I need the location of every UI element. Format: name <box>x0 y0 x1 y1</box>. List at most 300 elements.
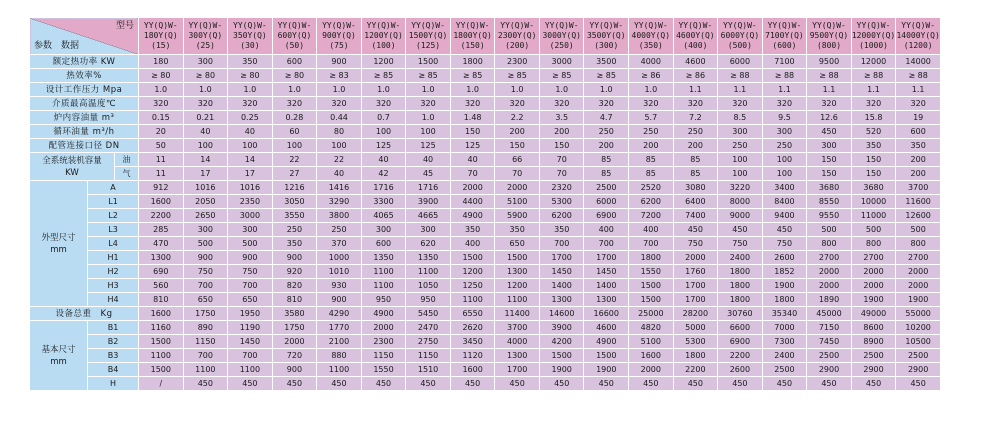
value-cell: 5450 <box>406 307 451 321</box>
value-cell: 10500 <box>896 335 941 349</box>
value-cell: ≥ 80 <box>228 69 273 83</box>
model-header-line: (800) <box>816 41 842 50</box>
value-cell: 11000 <box>851 209 896 223</box>
value-cell: 500 <box>807 223 852 237</box>
value-cell: 2620 <box>450 321 495 335</box>
group-label-line: 全系统装机容量 <box>42 155 102 166</box>
value-cell: ≥ 88 <box>762 69 807 83</box>
value-cell: 1900 <box>584 363 629 377</box>
model-header-line: YY(Q)W- <box>544 21 579 30</box>
value-cell: 1.0 <box>406 83 451 97</box>
value-cell: 1900 <box>896 293 941 307</box>
value-cell: 2500 <box>896 349 941 363</box>
model-header-line: (1200) <box>903 41 933 50</box>
table-row <box>30 181 941 195</box>
value-cell: 11 <box>139 167 184 181</box>
value-cell: 450 <box>228 377 273 391</box>
table-row <box>30 377 941 391</box>
value-cell: 2100 <box>317 335 362 349</box>
sub-label: 油 <box>115 153 139 167</box>
model-header <box>762 18 807 55</box>
value-cell: 1.1 <box>762 83 807 97</box>
value-cell: 900 <box>317 293 362 307</box>
value-cell: 42 <box>361 167 406 181</box>
value-cell: 2000 <box>495 181 540 195</box>
value-cell: 1500 <box>406 55 451 69</box>
table-row <box>30 153 941 167</box>
value-cell: 2200 <box>139 209 184 223</box>
value-cell: ≥ 85 <box>584 69 629 83</box>
value-cell: 1.1 <box>896 83 941 97</box>
value-cell: 700 <box>584 237 629 251</box>
value-cell: 5300 <box>673 335 718 349</box>
value-cell: 1700 <box>495 363 540 377</box>
value-cell: 20 <box>139 125 184 139</box>
value-cell: 1300 <box>584 293 629 307</box>
value-cell: 620 <box>406 237 451 251</box>
value-cell: 2300 <box>495 55 540 69</box>
value-cell: 2000 <box>896 265 941 279</box>
value-cell: 7100 <box>762 55 807 69</box>
value-cell: 5100 <box>495 195 540 209</box>
model-header-line: 4000Y(Q) <box>631 31 671 40</box>
value-cell: ≥ 83 <box>317 69 362 83</box>
value-cell: 7.2 <box>673 111 718 125</box>
model-header <box>584 18 629 55</box>
value-cell: 3680 <box>851 181 896 195</box>
value-cell: 1300 <box>539 293 584 307</box>
value-cell: 400 <box>629 223 674 237</box>
value-cell: 350 <box>851 139 896 153</box>
sub-label: B3 <box>88 349 139 363</box>
value-cell: 2600 <box>762 251 807 265</box>
value-cell: 1100 <box>228 363 273 377</box>
value-cell: ≥ 85 <box>495 69 540 83</box>
value-cell: 1.1 <box>807 83 852 97</box>
boiler-spec-table <box>29 17 941 391</box>
value-cell: 200 <box>629 139 674 153</box>
value-cell: 920 <box>272 265 317 279</box>
value-cell: 85 <box>673 153 718 167</box>
value-cell: 7450 <box>807 335 852 349</box>
value-cell: 3900 <box>406 195 451 209</box>
row-label: 介质最高温度℃ <box>30 97 139 111</box>
model-header-line: YY(Q)W- <box>277 21 312 30</box>
value-cell: 2500 <box>807 349 852 363</box>
value-cell: 1800 <box>718 293 763 307</box>
value-cell: 1.0 <box>228 83 273 97</box>
model-header-line: 1500Y(Q) <box>408 31 448 40</box>
value-cell: 1200 <box>450 265 495 279</box>
table-row <box>30 349 941 363</box>
value-cell: 880 <box>317 349 362 363</box>
model-header <box>896 18 941 55</box>
value-cell: 2000 <box>851 279 896 293</box>
table-row <box>30 209 941 223</box>
value-cell: 1.0 <box>317 83 362 97</box>
value-cell: 700 <box>629 237 674 251</box>
value-cell: 320 <box>139 97 184 111</box>
value-cell: 2000 <box>450 181 495 195</box>
value-cell: 27 <box>272 167 317 181</box>
model-header-line: YY(Q)W- <box>633 21 668 30</box>
model-header <box>317 18 362 55</box>
value-cell: 14 <box>228 153 273 167</box>
value-cell: 1016 <box>183 181 228 195</box>
value-cell: 200 <box>673 139 718 153</box>
value-cell: 300 <box>406 223 451 237</box>
value-cell: 320 <box>450 97 495 111</box>
value-cell: 320 <box>406 97 451 111</box>
value-cell: 3300 <box>361 195 406 209</box>
value-cell: 4000 <box>495 335 540 349</box>
value-cell: 450 <box>762 223 807 237</box>
value-cell: 450 <box>495 377 540 391</box>
value-cell: 720 <box>272 349 317 363</box>
value-cell: 85 <box>629 153 674 167</box>
value-cell: 3050 <box>272 195 317 209</box>
value-cell: 320 <box>718 97 763 111</box>
value-cell: 400 <box>450 237 495 251</box>
value-cell: 70 <box>495 167 540 181</box>
value-cell: 250 <box>762 139 807 153</box>
value-cell: 810 <box>272 293 317 307</box>
sub-label: H4 <box>88 293 139 307</box>
value-cell: 9400 <box>762 209 807 223</box>
value-cell: 300 <box>361 223 406 237</box>
value-cell: 6400 <box>673 195 718 209</box>
value-cell: 320 <box>183 97 228 111</box>
value-cell: 1700 <box>673 293 718 307</box>
value-cell: 16600 <box>584 307 629 321</box>
value-cell: 200 <box>896 167 941 181</box>
value-cell: 1.1 <box>851 83 896 97</box>
model-header-line: 180Y(Q) <box>143 31 178 40</box>
value-cell: 1250 <box>450 279 495 293</box>
value-cell: 5300 <box>539 195 584 209</box>
capacity-group-label <box>30 153 115 181</box>
value-cell: 14600 <box>539 307 584 321</box>
value-cell: 650 <box>228 293 273 307</box>
value-cell: 1300 <box>495 349 540 363</box>
value-cell: 5.7 <box>629 111 674 125</box>
value-cell: 3800 <box>317 209 362 223</box>
value-cell: 1200 <box>495 279 540 293</box>
value-cell: 1900 <box>851 293 896 307</box>
model-header-line: 3500Y(Q) <box>586 31 626 40</box>
value-cell: 200 <box>495 125 540 139</box>
value-cell: 8000 <box>718 195 763 209</box>
value-cell: 8600 <box>851 321 896 335</box>
value-cell: 40 <box>450 153 495 167</box>
value-cell: 3680 <box>807 181 852 195</box>
value-cell: 500 <box>183 237 228 251</box>
value-cell: 70 <box>539 167 584 181</box>
value-cell: 320 <box>673 97 718 111</box>
model-header-label: 型号 <box>116 21 135 31</box>
value-cell: 2200 <box>718 349 763 363</box>
value-cell: 10000 <box>851 195 896 209</box>
value-cell: 1600 <box>139 195 184 209</box>
value-cell: 450 <box>718 223 763 237</box>
value-cell: 400 <box>584 223 629 237</box>
value-cell: 1600 <box>629 349 674 363</box>
value-cell: 1190 <box>228 321 273 335</box>
value-cell: 2500 <box>851 349 896 363</box>
model-header-line: YY(Q)W- <box>812 21 846 30</box>
table-row <box>30 139 941 153</box>
value-cell: ≥ 85 <box>539 69 584 83</box>
value-cell: 11400 <box>495 307 540 321</box>
value-cell: 320 <box>762 97 807 111</box>
value-cell: 1200 <box>361 55 406 69</box>
value-cell: 2.2 <box>495 111 540 125</box>
value-cell: 150 <box>495 139 540 153</box>
model-header-line: (15) <box>151 41 171 50</box>
value-cell: 1100 <box>406 265 451 279</box>
value-cell: 350 <box>495 223 540 237</box>
table-row <box>30 69 941 83</box>
group-label-unit: KW <box>65 167 79 178</box>
model-header-line: YY(Q)W- <box>143 21 178 30</box>
value-cell: / <box>139 377 184 391</box>
value-cell: 4400 <box>450 195 495 209</box>
value-cell: 17 <box>183 167 228 181</box>
value-cell: 0.7 <box>361 111 406 125</box>
value-cell: 320 <box>629 97 674 111</box>
model-header-line: 14000Y(Q) <box>896 31 940 40</box>
value-cell: 4665 <box>406 209 451 223</box>
value-cell: 100 <box>406 125 451 139</box>
value-cell: 500 <box>851 223 896 237</box>
value-cell: 100 <box>718 167 763 181</box>
table-row <box>30 111 941 125</box>
value-cell: 1700 <box>673 279 718 293</box>
value-cell: 100 <box>317 139 362 153</box>
value-cell: 3400 <box>762 181 807 195</box>
value-cell: 450 <box>807 125 852 139</box>
sub-label: L2 <box>88 209 139 223</box>
value-cell: 1700 <box>584 251 629 265</box>
value-cell: 450 <box>807 377 852 391</box>
value-cell: 912 <box>139 181 184 195</box>
value-cell: 50 <box>139 139 184 153</box>
value-cell: 900 <box>183 251 228 265</box>
value-cell: 450 <box>584 377 629 391</box>
value-cell: 1550 <box>629 265 674 279</box>
row-label: 设计工作压力 Mpa <box>30 83 139 97</box>
value-cell: 1150 <box>183 335 228 349</box>
value-cell: 450 <box>629 377 674 391</box>
value-cell: ≥ 85 <box>450 69 495 83</box>
value-cell: 2900 <box>896 363 941 377</box>
value-cell: 1500 <box>629 293 674 307</box>
value-cell: 750 <box>673 237 718 251</box>
value-cell: 300 <box>807 139 852 153</box>
value-cell: 450 <box>718 377 763 391</box>
row-label: 热效率% <box>30 69 139 83</box>
value-cell: 1500 <box>495 251 540 265</box>
value-cell: 450 <box>361 377 406 391</box>
model-header <box>539 18 584 55</box>
value-cell: 0.28 <box>272 111 317 125</box>
value-cell: 85 <box>629 167 674 181</box>
model-header-line: (350) <box>638 41 663 50</box>
param-header-label: 参数 数据 <box>34 41 80 51</box>
model-header-line: (75) <box>329 41 349 50</box>
model-header-line: (250) <box>549 41 574 50</box>
table-row <box>30 195 941 209</box>
value-cell: 650 <box>495 237 540 251</box>
value-cell: 85 <box>673 167 718 181</box>
value-cell: ≥ 86 <box>629 69 674 83</box>
value-cell: 66 <box>495 153 540 167</box>
value-cell: 1.0 <box>406 111 451 125</box>
value-cell: 300 <box>718 125 763 139</box>
value-cell: 450 <box>851 377 896 391</box>
model-header-line: (600) <box>772 41 797 50</box>
model-header-line: 12000Y(Q) <box>851 31 896 40</box>
value-cell: 7200 <box>629 209 674 223</box>
value-cell: 2500 <box>584 181 629 195</box>
model-header-line: YY(Q)W- <box>678 21 713 30</box>
value-cell: 200 <box>896 153 941 167</box>
model-header-line: 2300Y(Q) <box>497 31 537 40</box>
value-cell: 22 <box>317 153 362 167</box>
value-cell: 2320 <box>539 181 584 195</box>
value-cell: 500 <box>896 223 941 237</box>
corner-cell <box>30 18 139 55</box>
value-cell: 3700 <box>495 321 540 335</box>
value-cell: 9500 <box>807 55 852 69</box>
value-cell: 14 <box>183 153 228 167</box>
value-cell: 70 <box>450 167 495 181</box>
model-header <box>361 18 406 55</box>
value-cell: 12000 <box>851 55 896 69</box>
value-cell: 1500 <box>139 335 184 349</box>
value-cell: 3220 <box>718 181 763 195</box>
value-cell: 1.1 <box>673 83 718 97</box>
value-cell: 3.5 <box>539 111 584 125</box>
value-cell: 3900 <box>539 321 584 335</box>
value-cell: 9.5 <box>762 111 807 125</box>
value-cell: 7150 <box>807 321 852 335</box>
sub-label: L3 <box>88 223 139 237</box>
value-cell: 60 <box>272 125 317 139</box>
value-cell: 1750 <box>183 307 228 321</box>
value-cell: 2500 <box>762 363 807 377</box>
table-row <box>30 237 941 251</box>
value-cell: 1.0 <box>584 83 629 97</box>
value-cell: 100 <box>361 125 406 139</box>
model-header-line: 4600Y(Q) <box>676 31 715 40</box>
value-cell: 45 <box>406 167 451 181</box>
value-cell: 2400 <box>762 349 807 363</box>
value-cell: 800 <box>807 237 852 251</box>
value-cell: 3500 <box>584 55 629 69</box>
value-cell: 6000 <box>718 55 763 69</box>
value-cell: 1350 <box>361 251 406 265</box>
model-header-line: YY(Q)W- <box>366 21 401 30</box>
value-cell: 1100 <box>183 363 228 377</box>
value-cell: 3450 <box>450 335 495 349</box>
value-cell: 950 <box>406 293 451 307</box>
value-cell: 350 <box>228 55 273 69</box>
value-cell: 3550 <box>272 209 317 223</box>
value-cell: 450 <box>317 377 362 391</box>
value-cell: 9000 <box>718 209 763 223</box>
value-cell: 4900 <box>450 209 495 223</box>
value-cell: 7000 <box>762 321 807 335</box>
model-header-line: YY(Q)W- <box>589 21 624 30</box>
table-row <box>30 363 941 377</box>
table-row <box>30 251 941 265</box>
value-cell: 40 <box>361 153 406 167</box>
model-header <box>495 18 540 55</box>
value-cell: 6900 <box>718 335 763 349</box>
model-header-line: (150) <box>460 41 485 50</box>
table-row <box>30 167 941 181</box>
value-cell: 180 <box>139 55 184 69</box>
value-cell: 450 <box>450 377 495 391</box>
value-cell: 1100 <box>495 293 540 307</box>
model-header <box>228 18 273 55</box>
value-cell: 1800 <box>629 251 674 265</box>
value-cell: 85 <box>584 167 629 181</box>
row-label: 炉内容油量 m³ <box>30 111 139 125</box>
outer-group-label <box>30 181 88 307</box>
value-cell: 700 <box>183 349 228 363</box>
value-cell: 700 <box>228 279 273 293</box>
value-cell: 3700 <box>896 181 941 195</box>
model-header-line: YY(Q)W- <box>233 21 267 30</box>
value-cell: 4200 <box>539 335 584 349</box>
value-cell: 1450 <box>228 335 273 349</box>
value-cell: 600 <box>361 237 406 251</box>
value-cell: ≥ 86 <box>673 69 718 83</box>
sub-label: H2 <box>88 265 139 279</box>
value-cell: 450 <box>406 377 451 391</box>
value-cell: 0.44 <box>317 111 362 125</box>
value-cell: 700 <box>183 279 228 293</box>
value-cell: 750 <box>183 265 228 279</box>
value-cell: 1800 <box>450 55 495 69</box>
value-cell: 17 <box>228 167 273 181</box>
value-cell: 30760 <box>718 307 763 321</box>
value-cell: ≥ 85 <box>361 69 406 83</box>
value-cell: 1.0 <box>629 83 674 97</box>
value-cell: 2700 <box>851 251 896 265</box>
value-cell: 1300 <box>139 251 184 265</box>
value-cell: 350 <box>896 139 941 153</box>
value-cell: 1716 <box>361 181 406 195</box>
table-row <box>30 307 941 321</box>
value-cell: 2350 <box>228 195 273 209</box>
value-cell: 1300 <box>495 265 540 279</box>
model-header-line: (300) <box>594 41 619 50</box>
value-cell: ≥ 88 <box>807 69 852 83</box>
value-cell: 1890 <box>807 293 852 307</box>
model-header-line: 600Y(Q) <box>277 31 312 40</box>
value-cell: 1500 <box>139 363 184 377</box>
value-cell: ≥ 80 <box>183 69 228 83</box>
model-header <box>629 18 674 55</box>
model-header-line: 900Y(Q) <box>322 31 356 40</box>
value-cell: 320 <box>539 97 584 111</box>
value-cell: 12600 <box>896 209 941 223</box>
value-cell: 11 <box>139 153 184 167</box>
sub-label: H3 <box>88 279 139 293</box>
